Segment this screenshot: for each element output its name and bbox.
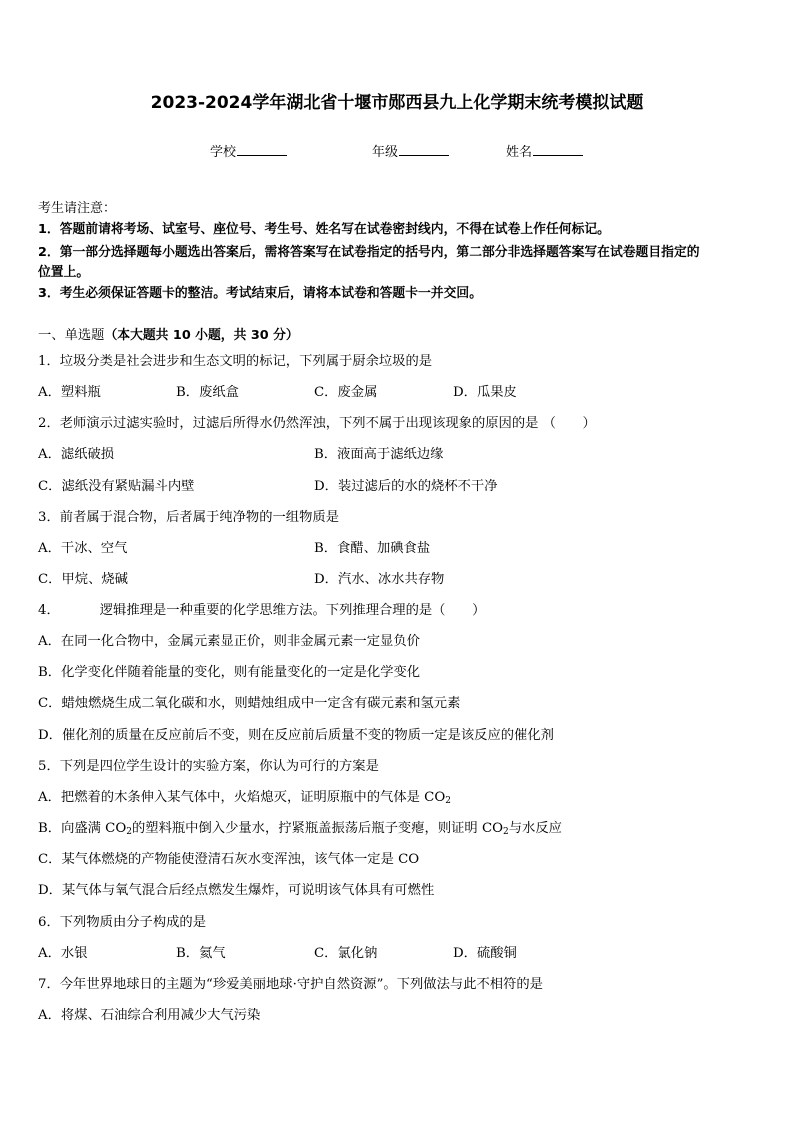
question-6-option-d: D．硫酸铜	[453, 946, 517, 961]
page-title: 2023-2024学年湖北省十堰市郧西县九上化学期末统考模拟试题	[150, 93, 644, 113]
name-field	[506, 141, 583, 160]
school-field	[210, 141, 287, 160]
question-3-option-c: C．甲烷、烧碱	[38, 572, 128, 587]
question-1-option-c: C．废金属	[314, 385, 378, 400]
question-2-option-d: D．装过滤后的水的烧杯不干净	[314, 479, 498, 494]
question-6-option-b: B．氦气	[176, 946, 226, 961]
question-5-option-b: B．向盛满 $CO_2$的塑料瓶中倒入少量水，拧紧瓶盖振荡后瓶子变瘪，则证明 $CO_2$与水反应	[38, 821, 562, 837]
question-7-option-a: A．将煤、石油综合利用减少大气污染	[38, 1008, 261, 1023]
name-label: 姓名	[506, 145, 533, 160]
question-1-option-b: B．废纸盒	[176, 385, 239, 400]
student-info-fields	[0, 141, 794, 161]
question-4-option-b: B．化学变化伴随着能量的变化，则有能量变化的一定是化学变化	[38, 665, 421, 680]
question-3-stem: 3．前者属于混合物，后者属于纯净物的一组物质是	[38, 510, 339, 525]
question-2-option-c: C．滤纸没有紧贴漏斗内壁	[38, 479, 195, 494]
question-4-stem-line	[38, 601, 764, 621]
question-4-option-d: D．催化剂的质量在反应前后不变，则在反应前后质量不变的物质一定是该反应的催化剂	[38, 728, 554, 743]
question-5-option-d: D．某气体与氧气混合后经点燃发生爆炸，可说明该气体具有可燃性	[38, 883, 435, 898]
school-blank	[237, 143, 287, 156]
grade-label: 年级	[372, 145, 399, 160]
question-2-option-a: A．滤纸破损	[38, 447, 115, 462]
question-6-option-c: C．氯化钠	[314, 946, 378, 961]
question-5-option-a: A．把燃着的木条伸入某气体中，火焰熄灭，证明原瓶中的气体是 $CO_2$	[38, 790, 451, 806]
grade-field	[372, 141, 449, 160]
question-6-stem: 6．下列物质由分子构成的是	[38, 915, 207, 930]
notice-item-2-cont: 位置上。	[38, 265, 90, 280]
section-heading	[38, 326, 764, 346]
notice-item-1: 1．答题前请将考场、试室号、座位号、考生号、姓名写在试卷密封线内，不得在试卷上作任何标记。	[38, 222, 610, 237]
section-detail: （本大题共 10 小题，共 30 分）	[104, 328, 299, 343]
question-5-option-c: C．某气体燃烧的产物能使澄清石灰水变浑浊，该气体一定是 CO	[38, 852, 420, 867]
notice-item-2: 2．第一部分选择题每小题选出答案后，需将答案写在试卷指定的括号内，第二部分非选择题答案写在试卷题目指定的	[38, 245, 700, 260]
question-3-option-b: B．食醋、加碘食盐	[314, 541, 431, 556]
notice-heading: 考生请注意：	[38, 201, 117, 216]
question-1-option-a: A．塑料瓶	[38, 385, 101, 400]
question-4-number: 4．	[38, 603, 60, 618]
question-4-stem: 逻辑推理是一种重要的化学思维方法。下列推理合理的是（ ）	[99, 603, 486, 618]
question-3-option-a: A．干冰、空气	[38, 541, 128, 556]
section-label: 一、单选题	[38, 328, 105, 343]
grade-blank	[399, 143, 449, 156]
question-1-stem: 1．垃圾分类是社会进步和生态文明的标记，下列属于厨余垃圾的是	[38, 354, 433, 369]
question-5-stem: 5．下列是四位学生设计的实验方案，你认为可行的方案是	[38, 759, 379, 774]
question-4-option-c: C．蜡烛燃烧生成二氧化碳和水，则蜡烛组成中一定含有碳元素和氢元素	[38, 696, 461, 711]
question-1-option-d: D．瓜果皮	[453, 385, 517, 400]
question-7-stem: 7．今年世界地球日的主题为“珍爱美丽地球·守护自然资源”。下列做法与此不相符的是	[38, 977, 543, 992]
question-4-option-a: A．在同一化合物中，金属元素显正价，则非金属元素一定显负价	[38, 634, 420, 649]
notice-item-3: 3．考生必须保证答题卡的整洁。考试结束后，请将本试卷和答题卡一并交回。	[38, 286, 482, 301]
question-2-option-b: B．液面高于滤纸边缘	[314, 447, 444, 462]
name-blank	[533, 143, 583, 156]
question-2-stem: 2．老师演示过滤实验时，过滤后所得水仍然浑浊，下列不属于出现该现象的原因的是 （ ）	[38, 416, 596, 431]
question-3-option-d: D．汽水、冰水共存物	[314, 572, 445, 587]
school-label: 学校	[210, 145, 237, 160]
question-6-option-a: A．水银	[38, 946, 88, 961]
